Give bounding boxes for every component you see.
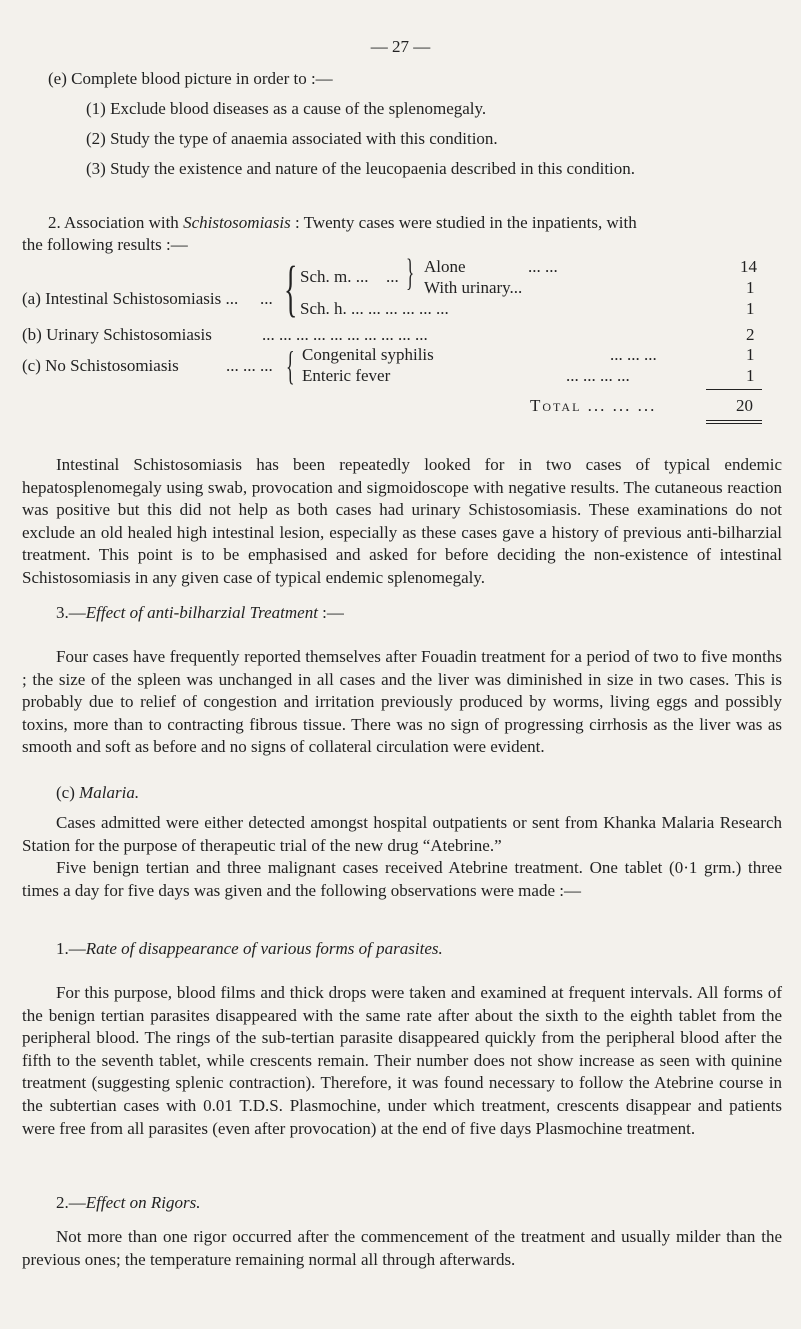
row-a-label: (a) Intestinal Schistosomiasis ... <box>22 289 239 308</box>
section2-heading-italic: Schistosomiasis <box>183 213 291 232</box>
row-c-label: (c) No Schistosomiasis <box>22 356 179 375</box>
with-urinary-count: 1 <box>746 278 755 297</box>
total-label: Total ... ... ... <box>530 396 657 415</box>
section2-line2: the following results :— <box>22 235 188 254</box>
total-rule-2 <box>706 423 762 424</box>
congenital-count: 1 <box>746 345 755 364</box>
sch-h-label: Sch. h. ... ... ... ... ... ... <box>300 299 449 318</box>
malaria-heading-italic: Malaria. <box>79 783 140 802</box>
intro-item-1: (1) Exclude blood diseases as a cause of the splenomegaly. <box>86 99 487 118</box>
rate-heading-italic: Rate of disappearance of various forms of parasites. <box>85 939 443 958</box>
row-a-dots: ... <box>260 289 273 308</box>
intro-item-2: (2) Study the type of anaemia associated with this condition. <box>86 129 498 148</box>
with-urinary-label: With urinary... <box>424 278 523 297</box>
alone-dots: ... ... <box>528 257 558 276</box>
rigors-paragraph: Not more than one rigor occurred after the commencement of the treatment and usually milder than the previous ones; the temperature remaining normal all through afterwards. <box>22 1227 782 1269</box>
page-number: — 27 — <box>370 37 431 56</box>
section3-paragraph: Four cases have frequently reported themselves after Fouadin treatment for a period of two to five months ; the size of the spleen was unchanged in all cases and the liver was diminished in size in two cases. This is probably due to relief of congestion and irritation previously produced by worms, living eggs and possibly toxins, more than to contracting fibrous tissue. There was no sign of progressing cirrhosis as the liver was as smooth and soft as before and no signs of collateral circulation were evident. <box>22 647 782 757</box>
section3-heading: 3.—Effect of anti-bilharzial Treatment :— <box>56 603 344 622</box>
intro-item-3: (3) Study the existence and nature of the leucopaenia described in this condition. <box>86 159 636 178</box>
brace-c: { <box>286 343 295 388</box>
enteric-count: 1 <box>746 366 755 385</box>
section3-heading-italic: Effect of anti-bilharzial Treatment <box>85 603 318 622</box>
brace-sch-m: } <box>406 252 415 294</box>
sch-m-label: Sch. m. ... <box>300 267 369 286</box>
malaria-heading: (c) Malaria. <box>56 783 140 802</box>
e-heading: (e) Complete blood picture in order to :— <box>48 69 333 88</box>
total-rule-1 <box>706 420 762 421</box>
alone-label: Alone <box>424 257 466 276</box>
brace-a: { <box>284 255 298 323</box>
row-c-dots: ... ... ... <box>226 356 273 375</box>
sch-h-count: 1 <box>746 299 755 318</box>
row-b-count: 2 <box>746 325 755 344</box>
row-b-label: (b) Urinary Schistosomiasis <box>22 325 212 344</box>
total-count: 20 <box>736 396 753 415</box>
row-b-dots: ... ... ... ... ... ... ... ... ... ... <box>262 325 428 344</box>
rate-heading: 1.—Rate of disappearance of various forms of parasites. <box>56 939 443 958</box>
enteric-label: Enteric fever <box>302 366 391 385</box>
section2-heading: 2. Association with Schistosomiasis : Twenty cases were studied in the inpatients, with <box>48 213 637 232</box>
congenital-label: Congenital syphilis <box>302 345 434 364</box>
enteric-dots: ... ... ... ... <box>566 366 630 385</box>
alone-count: 14 <box>740 257 757 276</box>
malaria-paragraph-1: Cases admitted were either detected amongst hospital outpatients or sent from Khanka Malaria Research Station for the purpose of therapeutic trial of the new drug “Atebrine.” <box>22 813 782 855</box>
rigors-heading-italic: Effect on Rigors. <box>85 1193 201 1212</box>
rate-paragraph: For this purpose, blood films and thick drops were taken and examined at frequent intervals. All forms of the benign tertian parasites disappeared with the same rate after about the sixth to the eighth tablet from the peripheral blood. The rings of the sub-tertian parasite disappeared quickly from the peripheral blood after the fifth to the seventh tablet, while crescents remain. Their number does not show increase as seen with quinine treatment (suggesting splenic contraction). Therefore, it was found necessary to follow the Atebrine course in the subtertian cases with 0.01 T.D.S. Plasmochine, under which treatment, crescents disappear and patients were free from all parasites (even after provocation) at the end of five days Plasmochine treatment. <box>22 983 782 1138</box>
rigors-heading: 2.—Effect on Rigors. <box>56 1193 201 1212</box>
malaria-paragraph-2: Five benign tertian and three malignant cases received Atebrine treatment. One tablet (0·1 grm.) three times a day for five days was given and the following observations were made :— <box>22 858 782 900</box>
congenital-dots: ... ... ... <box>610 345 657 364</box>
intestinal-paragraph: Intestinal Schistosomiasis has been repeatedly looked for in two cases of typical endemic hepatosplenomegaly using swab, provocation and sigmoidoscope with negative results. The cutaneous reaction was positive but this did not help as both cases had urinary Schistosomiasis. These examinations do not exclude an old healed high intestinal lesion, especially as these cases gave a history of previous anti-bilharzial treatment. This point is to be emphasised and asked for before deciding the non-existence of intestinal Schistosomiasis in any given case of typical endemic splenomegaly. <box>22 455 782 587</box>
subtotal-rule <box>706 389 762 390</box>
sch-m-dots: ... <box>386 267 399 286</box>
